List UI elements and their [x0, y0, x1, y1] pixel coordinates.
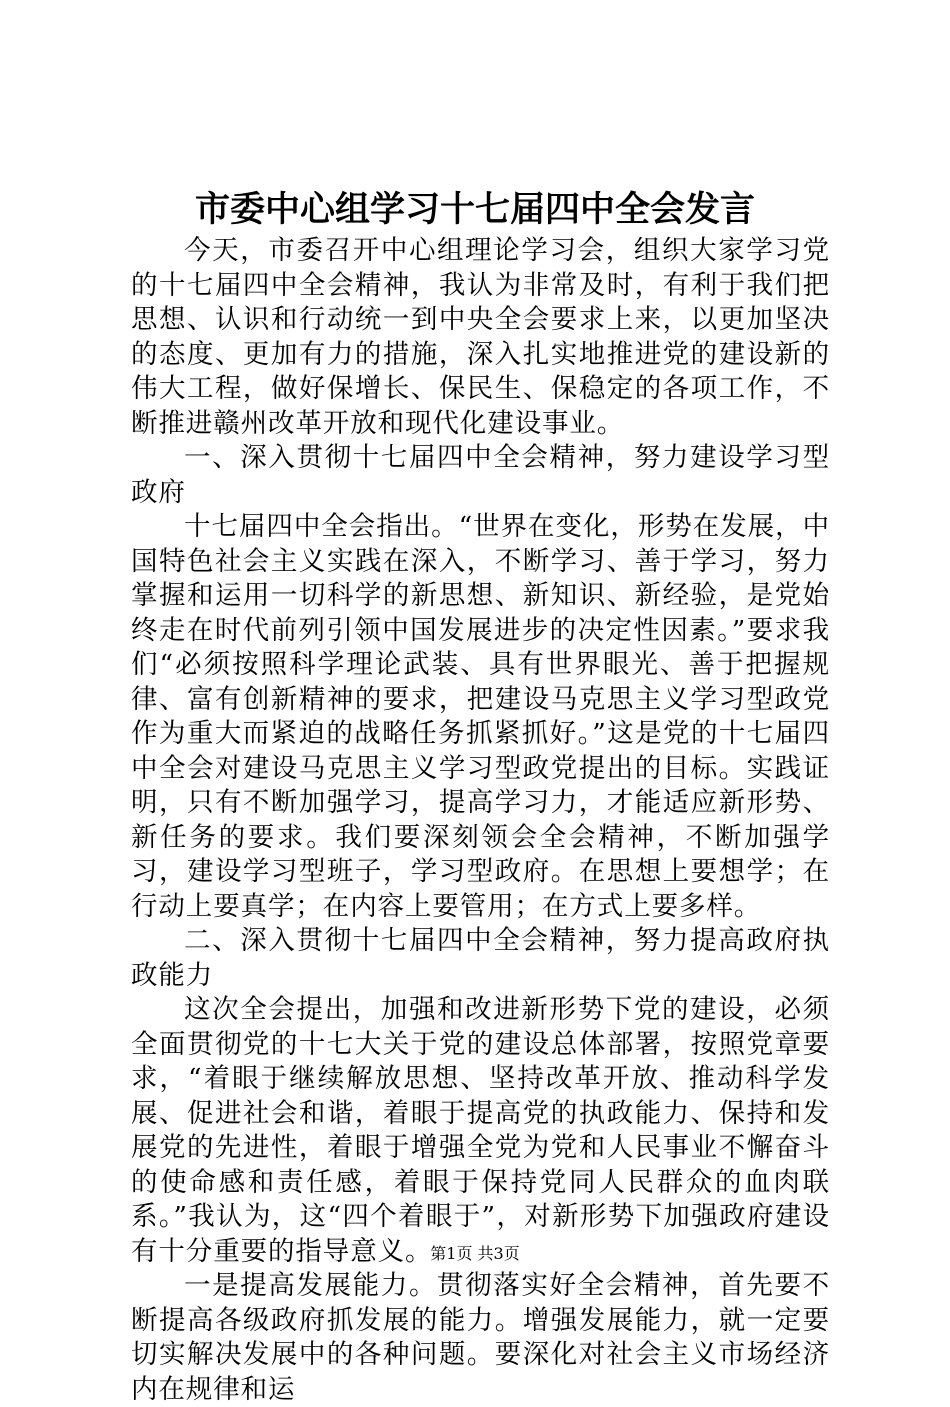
paragraph: 一是提高发展能力。贯彻落实好全会精神，首先要不断提高各级政府抓发展的能力。增强发展能力，就一定要切实解决发展中的各种问题。要深化对社会主义市场经济内在规律和运 — [131, 1270, 830, 1405]
paragraph: 今天，市委召开中心组理论学习会，组织大家学习党的十七届四中全会精神，我认为非常及时，有利于我们把思想、认识和行动统一到中央全会要求上来，以更加坚决的态度、更加有力的措施，深入扎实地推进党的建设新的伟大工程，做好保增长、保民生、保稳定的各项工作，不断推进赣州改革开放和现代化建设事业。 — [131, 235, 830, 439]
paragraph: 十七届四中全会指出。“世界在变化，形势在发展，中国特色社会主义实践在深入，不断学习、善于学习，努力掌握和运用一切科学的新思想、新知识、新经验，是党始终走在时代前列引领中国发展进步的决定性因素。”要求我们“必须按照科学理论武装、具有世界眼光、善于把握规律、富有创新精神的要求，把建设马克思主义学习型政党作为重大而紧迫的战略任务抓紧抓好。”这是党的十七届四中全会对建设马克思主义学习型政党提出的目标。实践证明，只有不断加强学习，提高学习力，才能适应新形势、新任务的要求。我们要深刻领会全会精神，不断加强学习，建设学习型班子，学习型政府。在思想上要想学；在行动上要真学；在内容上要管用；在方式上要多样。 — [131, 511, 830, 922]
document-body — [131, 234, 830, 1407]
page-footer: 第1页 共3页 — [430, 1244, 520, 1263]
paragraph: 这次全会提出，加强和改进新形势下党的建设，必须全面贯彻党的十七大关于党的建设总体部署，按照党章要求，“着眼于继续解放思想、坚持改革开放、推动科学发展、促进社会和谐，着眼于提高党的执政能力、保持和发展党的先进性，着眼于增强全党为党和人民事业不懈奋斗的使命感和责任感，着眼于保持党同人民群众的血肉联系。”我认为，这“四个着眼于”，对新形势下加强政府建设有十分重要的指导意义。 — [131, 994, 830, 1267]
section-heading: 一、深入贯彻十七届四中全会精神，努力建设学习型政府 — [131, 442, 830, 508]
section-heading: 二、深入贯彻十七届四中全会精神，努力提高政府执政能力 — [131, 925, 830, 991]
document-title: 市委中心组学习十七届四中全会发言 — [194, 189, 755, 230]
